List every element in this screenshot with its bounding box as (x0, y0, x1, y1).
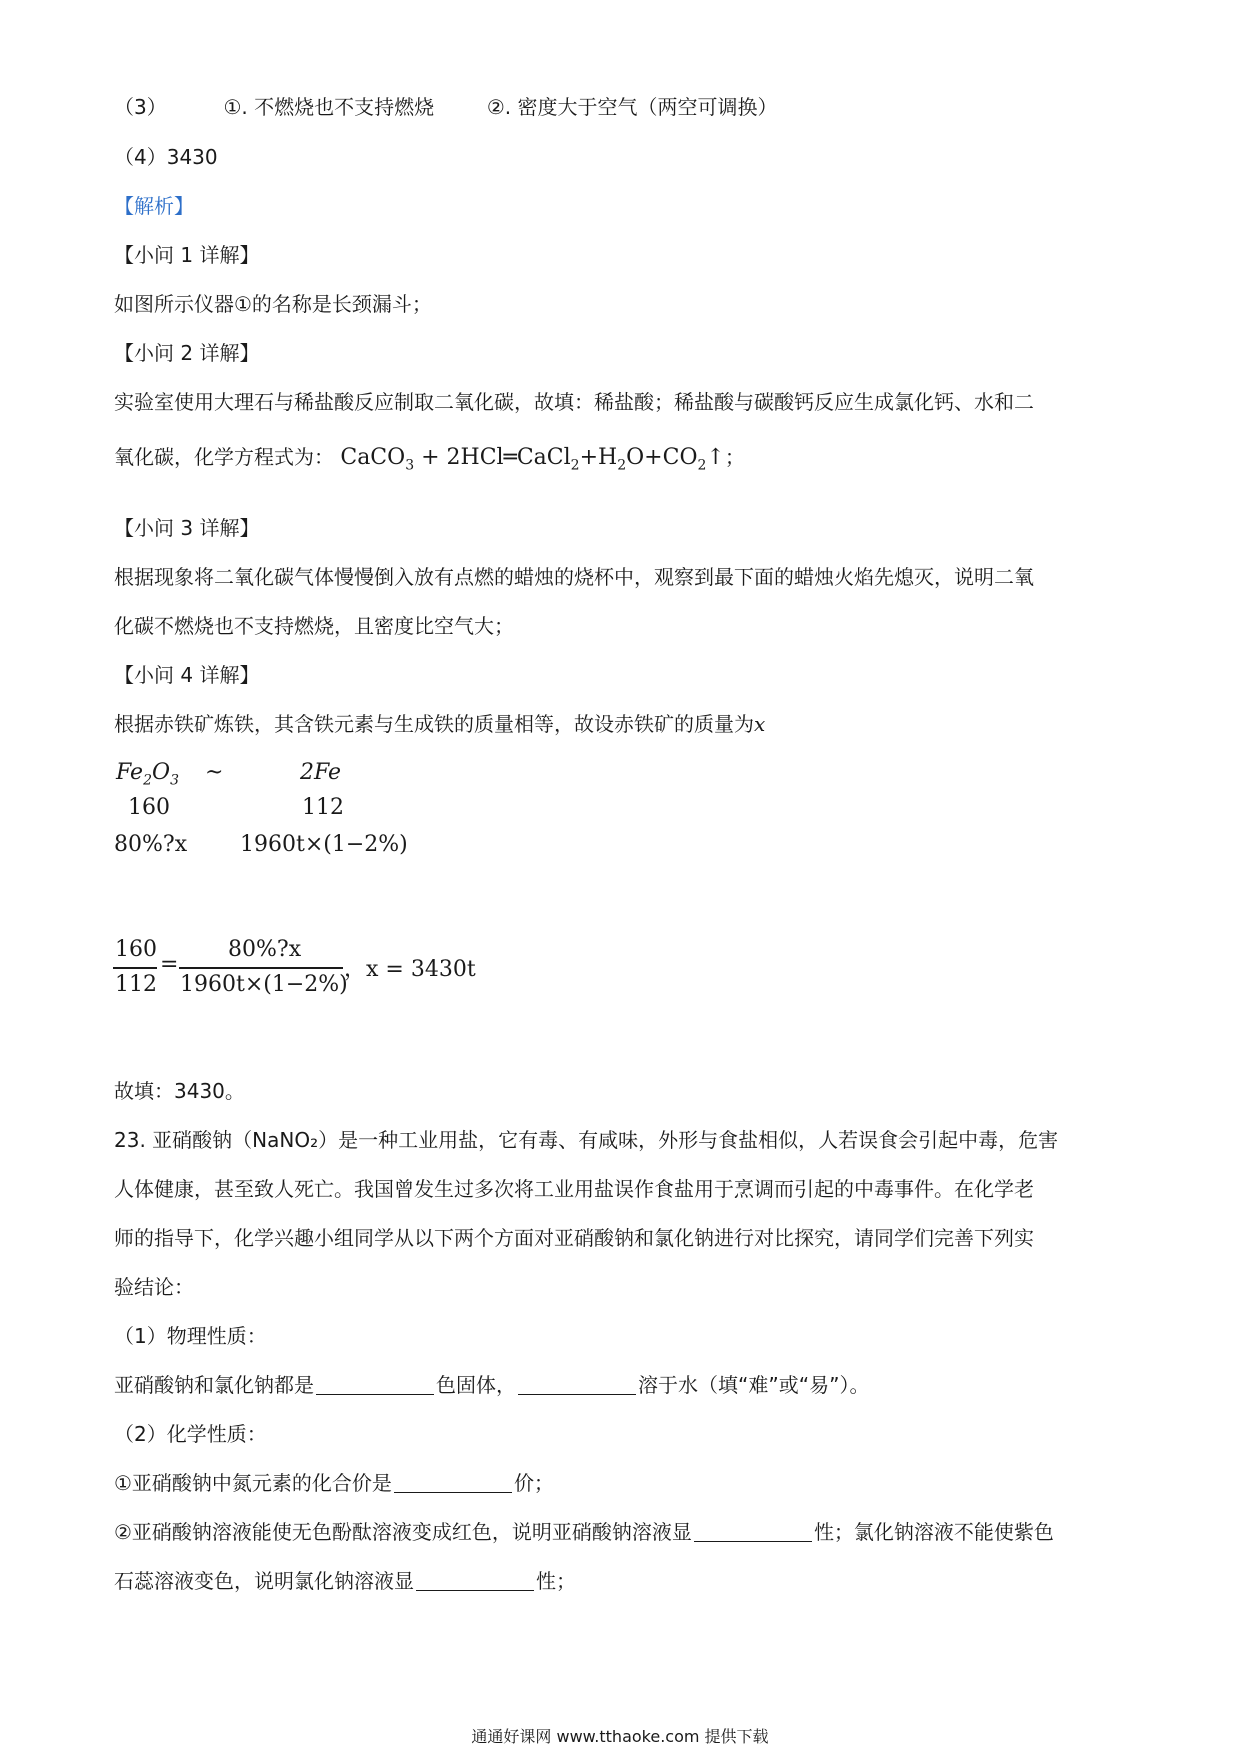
fraction-left-denominator: 112 (115, 972, 157, 997)
subquestion-2-text-1: 实验室使用大理石与稀盐酸反应制取二氧化碳，故填：稀盐酸；稀盐酸与碳酸钙反应生成氯化钙、水和二 (114, 390, 1034, 414)
eq-caco: CaCO (340, 445, 406, 470)
answer-blank-nacl-property[interactable] (416, 1570, 534, 1591)
chemical-equation (340, 445, 725, 474)
eq-co-sub: 2 (697, 457, 707, 474)
eq-end: ； (724, 445, 745, 469)
q23-part-2-question-2-cont (114, 1567, 576, 1595)
eq-o-co: O+CO (626, 445, 698, 470)
eq-cacl-sub: 2 (570, 457, 580, 474)
subquestion-3-text-2: 化碳不燃烧也不支持燃烧，且密度比空气大； (114, 614, 514, 638)
q23-c2-text-b: 性；氯化钠溶液不能使紫色 (813, 1520, 1054, 1544)
table-tilde: ~ (205, 760, 224, 785)
gas-arrow-icon: ↑ (706, 445, 725, 470)
eq-cacl: CaCl (516, 445, 571, 470)
subquestion-2-equation-line (114, 443, 745, 479)
fraction-result: ，x = 3430t (344, 957, 476, 982)
answer-3 (114, 93, 777, 121)
table-mass-112: 112 (302, 795, 344, 820)
table-2fe: 2Fe (300, 760, 342, 785)
page-footer: 通通好课网 www.tthaoke.com 提供下载 (471, 1727, 769, 1746)
q23-p1-text-b: 色固体， (436, 1373, 516, 1397)
subquestion-4-answer: 故填：3430。 (114, 1079, 245, 1103)
eq-h-sub: 2 (617, 457, 627, 474)
q23-part-2-question-1 (114, 1469, 554, 1497)
fraction-right-bar (179, 967, 343, 969)
fraction-right-numerator: 80%?x (228, 937, 302, 962)
answer-blank-color[interactable] (316, 1374, 434, 1395)
table-amount-iron: 1960t×(1−2%) (240, 832, 408, 857)
fe2o3-o: O (152, 760, 171, 785)
eq-caco-sub: 3 (405, 457, 415, 474)
q23-line-1: 23. 亚硝酸钠（NaNO₂）是一种工业用盐，它有毒、有咸味，外形与食盐相似，人若误食会引起中毒，危害 (114, 1128, 1059, 1152)
q23-line-4: 验结论： (114, 1275, 194, 1299)
subquestion-1-text: 如图所示仪器①的名称是长颈漏斗； (114, 292, 432, 316)
q23-line-2: 人体健康，甚至致人死亡。我国曾发生过多次将工业用盐误作食盐用于烹调而引起的中毒事件。在化学老 (114, 1177, 1034, 1201)
answer-blank-nano2-property[interactable] (694, 1521, 812, 1542)
q23-c2-text-d: 性； (536, 1569, 576, 1593)
q23-part-2-heading: （2）化学性质： (114, 1422, 267, 1446)
q23-part-1-heading: （1）物理性质： (114, 1324, 267, 1348)
fraction-equals: = (160, 952, 179, 977)
fe2o3-sub-1: 2 (143, 772, 153, 789)
table-fe2o3 (116, 758, 179, 795)
q23-p1-text-c: 溶于水（填“难”或“易”）。 (638, 1373, 870, 1397)
q23-c2-text-a: ②亚硝酸钠溶液能使无色酚酞溶液变成红色，说明亚硝酸钠溶液显 (114, 1520, 692, 1544)
fe2o3-fe: Fe (116, 760, 144, 785)
eq-hcl: + 2HCl (414, 445, 504, 470)
q23-line-3: 师的指导下，化学兴趣小组同学从以下两个方面对亚硝酸钠和氯化钠进行对比探究，请同学们完善下列实 (114, 1226, 1034, 1250)
subquestion-4-text (114, 710, 765, 738)
eq-h: +H (579, 445, 618, 470)
analysis-label: 【解析】 (114, 194, 194, 218)
answer-4: （4）3430 (114, 145, 218, 169)
subquestion-1-heading: 【小问 1 详解】 (114, 243, 260, 267)
q23-c1-text-b: 价； (513, 1471, 554, 1495)
answer-3-option-1: ①. 不燃烧也不支持燃烧 (223, 95, 435, 119)
table-mass-160: 160 (128, 795, 170, 820)
fe2o3-sub-2: 3 (170, 772, 179, 789)
answer-blank-solubility[interactable] (518, 1374, 636, 1395)
subquestion-4-sentence: 根据赤铁矿炼铁，其含铁元素与生成铁的质量相等，故设赤铁矿的质量为 (114, 712, 754, 736)
subquestion-3-heading: 【小问 3 详解】 (114, 516, 260, 540)
fraction-right-denominator: 1960t×(1−2%) (180, 972, 348, 997)
q23-part-2-question-2 (114, 1518, 1054, 1546)
fraction-left-bar (113, 967, 157, 969)
subquestion-2-heading: 【小问 2 详解】 (114, 341, 260, 365)
variable-x: x (754, 712, 766, 736)
subquestion-3-text-1: 根据现象将二氧化碳气体慢慢倒入放有点燃的蜡烛的烧杯中，观察到最下面的蜡烛火焰先熄灭，说明二氧 (114, 565, 1034, 589)
eq-sign: ═ (503, 445, 517, 470)
q23-part-1-question (114, 1371, 869, 1399)
q23-p1-text-a: 亚硝酸钠和氯化钠都是 (114, 1373, 314, 1397)
answer-blank-valence[interactable] (394, 1472, 512, 1493)
q23-c2-text-c: 石蕊溶液变色，说明氯化钠溶液显 (114, 1569, 414, 1593)
q23-c1-text-a: ①亚硝酸钠中氮元素的化合价是 (114, 1471, 392, 1495)
answer-3-option-2: ②. 密度大于空气（两空可调换） (486, 95, 778, 119)
answer-3-number: （3） (114, 95, 167, 119)
table-amount-ore: 80%?x (114, 832, 188, 857)
subquestion-2-text-2: 氧化碳，化学方程式为： (114, 445, 334, 469)
subquestion-4-heading: 【小问 4 详解】 (114, 663, 260, 687)
fraction-left-numerator: 160 (115, 937, 157, 962)
